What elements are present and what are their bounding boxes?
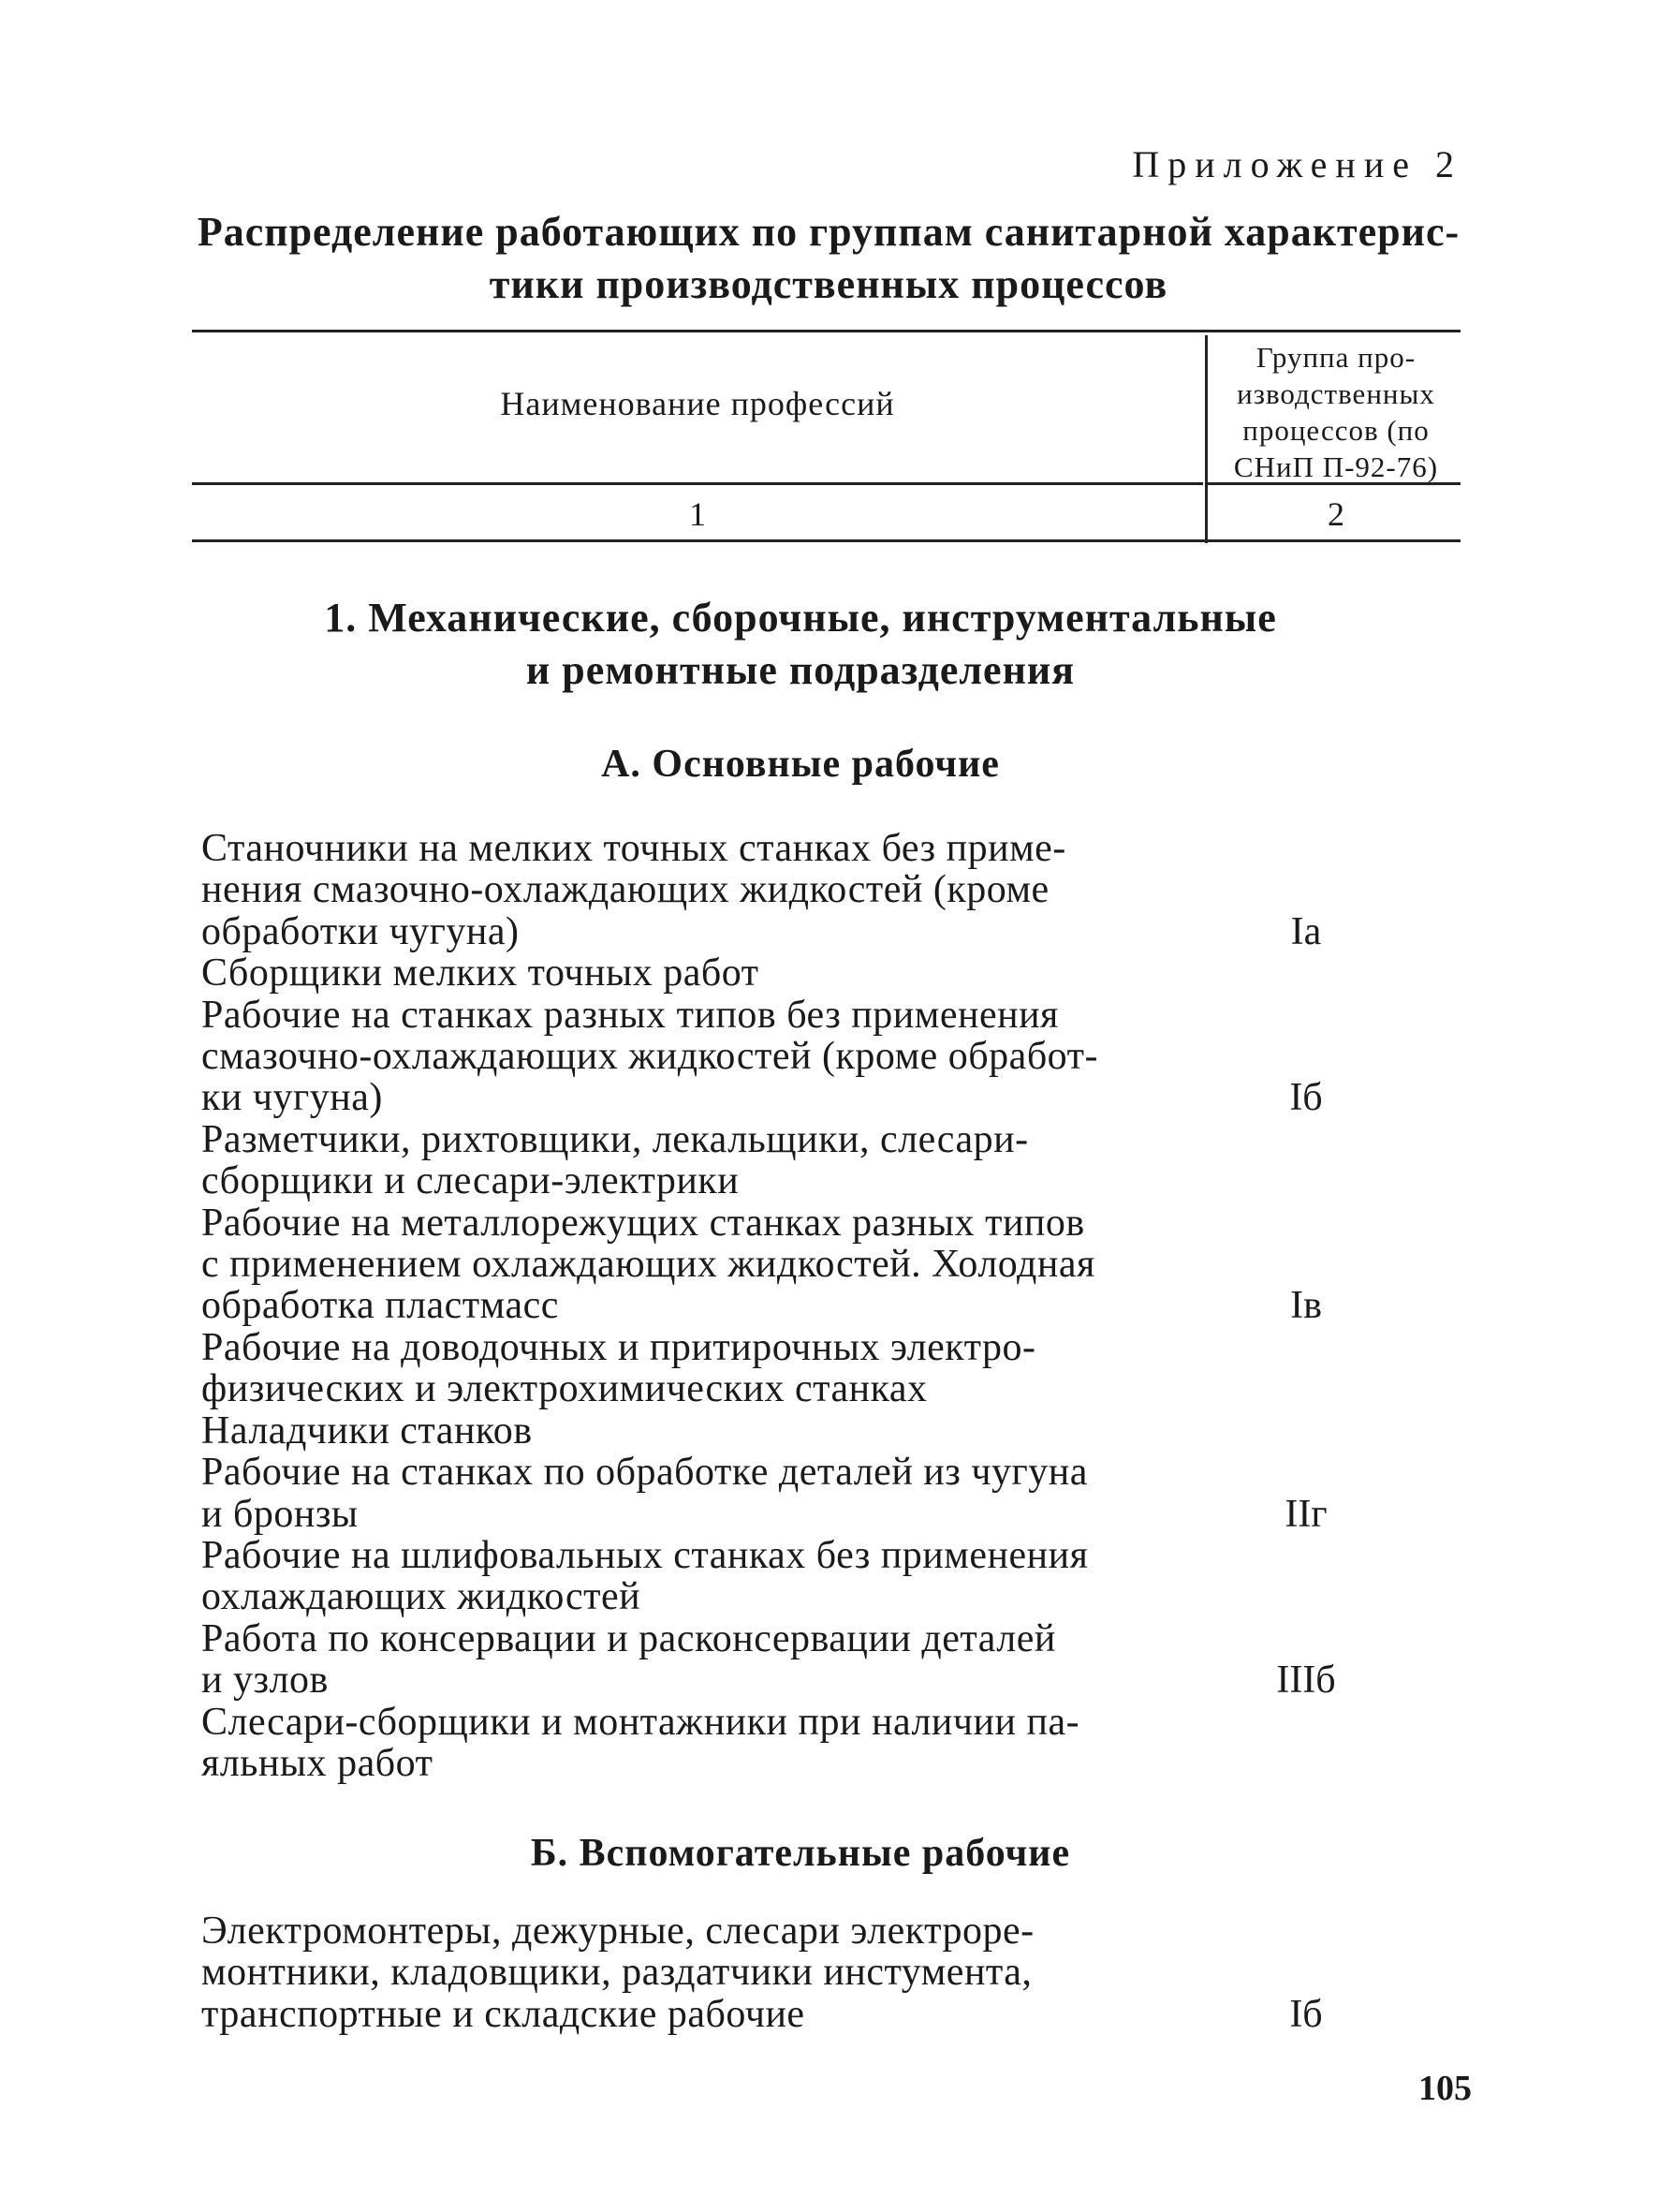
profession-name-line: монтники, кладовщики, раздатчики инстумента, [201,1951,1033,1995]
group-code: Iб [1289,1992,1323,2036]
profession-name [201,1202,1222,1327]
profession-name-line: с применением охлаждающих жидкостей. Холодная [201,1243,1095,1287]
column-header-group-line: процессов (по [1242,414,1430,447]
group-code: IIг [1285,1492,1328,1536]
list-item [201,1201,1322,1328]
column-header-professions: Наименование профессий [500,385,895,422]
profession-name [201,952,1222,994]
profession-name-line: сборщики и слесари-электрики [201,1159,740,1203]
table-top-rule [192,330,1461,332]
profession-name-line: Электромонтеры, дежурные, слесари электроре- [201,1910,1035,1953]
appendix-label: Приложение 2 [1132,143,1462,185]
profession-name-line: Разметчики, рихтовщики, лекальщики, слесари- [201,1117,1029,1161]
subsection-heading-a: А. Основные рабочие [601,743,1000,786]
list-item [201,1702,1222,1785]
document-title [187,206,1470,311]
profession-name [201,1119,1222,1202]
profession-name-line: обработка пластмасс [201,1284,559,1328]
table-column-divider [1205,335,1208,543]
profession-name-line: Рабочие на станках по обработке деталей из чугуна [201,1451,1088,1495]
page-number: 105 [1418,2069,1472,2108]
list-item [201,952,1222,994]
profession-name-line: Работа по консервации и расконсервации деталей [201,1616,1056,1660]
column-header-group-line: Группа про- [1255,341,1417,374]
profession-name-line: Слесари-сборщики и монтажники при наличии па- [201,1700,1080,1744]
column-number-2: 2 [1328,495,1344,533]
list-item [201,1910,1323,2036]
profession-name [201,1910,1222,2035]
list-item [201,1616,1336,1703]
profession-name [201,1618,1222,1702]
list-item [201,1410,1222,1452]
list-item [201,1327,1222,1410]
list-item [201,1451,1328,1536]
profession-name-line: Рабочие на шлифовальных станках без применения [201,1533,1089,1577]
profession-name-line: охлаждающих жидкостей [201,1575,641,1619]
group-code: Iв [1290,1284,1322,1328]
list-item [201,827,1322,953]
list-item [201,1535,1222,1618]
section-heading [187,592,1414,697]
column-header-group [1210,339,1462,485]
table-header-rule-left [192,482,1203,485]
column-number-1: 1 [689,495,706,533]
profession-name-line: яльных работ [201,1741,433,1785]
profession-name-line: Рабочие на доводочных и притирочных электро- [201,1325,1036,1369]
profession-name-line: и узлов [201,1659,329,1703]
profession-name-line: транспортные и складские рабочие [201,1992,805,2036]
column-header-group-line: изводственных [1237,377,1435,410]
group-code: Iа [1290,909,1322,953]
profession-name-line: Рабочие на станках разных типов без применения [201,993,1059,1037]
profession-name-line: Сборщики мелких точных работ [201,951,759,995]
profession-name-line: Рабочие на металлорежущих станках разных типов [201,1201,1085,1245]
profession-name-line: Наладчики станков [201,1408,533,1453]
profession-name-line: Станочники на мелких точных станках без приме- [201,827,1066,870]
profession-name-line: физических и электрохимических станках [201,1367,928,1411]
list-item [201,1119,1222,1202]
table-bottom-rule [192,539,1461,542]
entries-list-b [201,1910,1323,2036]
title-line-1: Распределение работающих по группам санитарной характерис- [197,209,1461,255]
profession-name-line: и бронзы [201,1492,359,1536]
profession-name [201,1452,1222,1535]
profession-name [201,1702,1222,1785]
profession-name [201,828,1222,952]
group-code: Iб [1289,1076,1323,1120]
title-line-2: тики производственных процессов [489,261,1168,307]
profession-name-line: ки чугуна) [201,1076,383,1120]
profession-name [201,995,1222,1119]
section-heading-line-2: и ремонтные подразделения [525,647,1076,693]
column-header-group-line: СНиП П-92-76) [1233,450,1439,483]
profession-name-line: обработки чугуна) [201,909,520,953]
profession-name-line: смазочно-охлаждающих жидкостей (кроме обработ- [201,1035,1098,1079]
profession-name [201,1327,1222,1410]
subsection-heading-b: Б. Вспомогательные рабочие [530,1832,1071,1875]
profession-name-line: нения смазочно-охлаждающих жидкостей (кроме [201,868,1050,912]
section-heading-line-1: 1. Механические, сборочные, инструментальные [324,595,1277,641]
group-code: IIIб [1276,1659,1336,1703]
profession-name [201,1410,1222,1452]
entries-list-a [201,827,1336,1785]
list-item [201,993,1323,1120]
profession-name [201,1535,1222,1618]
